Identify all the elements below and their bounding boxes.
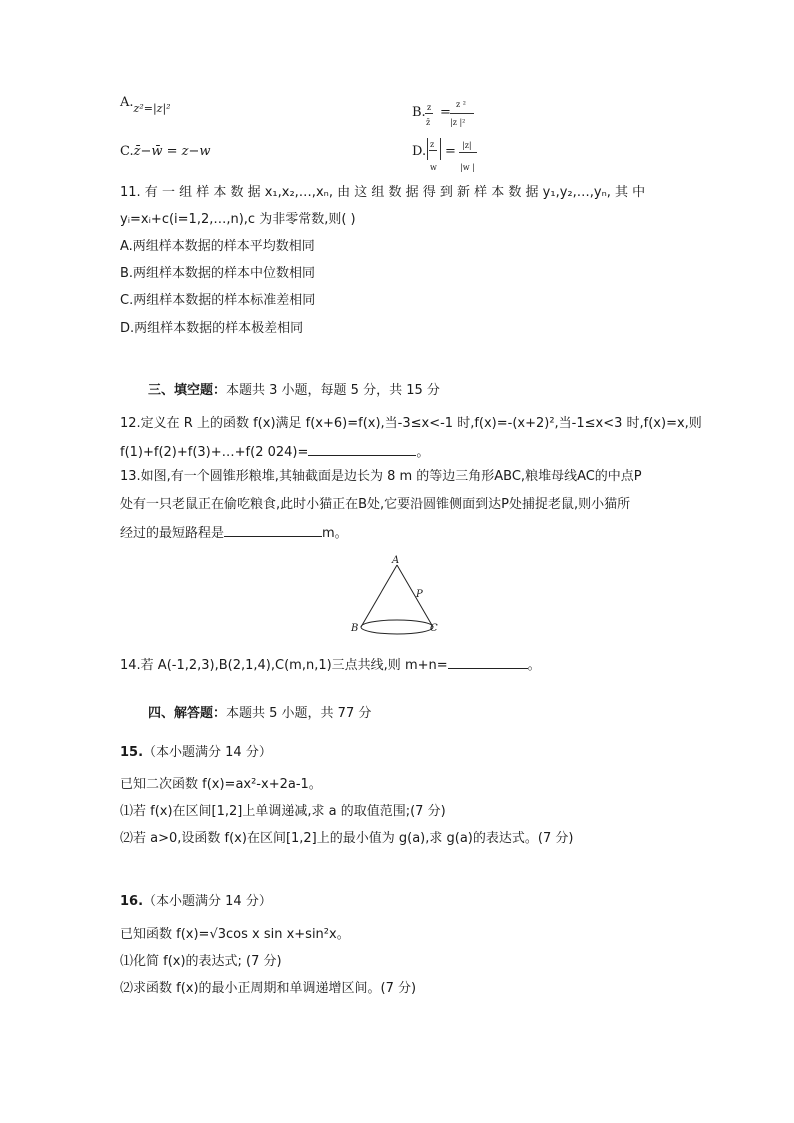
- q13-stem-line2: 处有一只老鼠正在偷吃粮食,此时小猫正在B处,它要沿圆锥侧面到达P处捕捉老鼠,则小猫所: [120, 497, 631, 512]
- q16-stem: 已知函数 f(x)=√3cos x sin x+sin²x。: [120, 927, 350, 942]
- q10-option-a-expr: z²=|z|²: [133, 102, 171, 115]
- section4-header: [148, 705, 371, 722]
- section4-desc: 本题共 5 小题，共 77 分: [226, 706, 372, 721]
- q10-option-b-den: z̄: [426, 118, 431, 127]
- q11-option-a: A.两组样本数据的样本平均数相同: [120, 239, 315, 254]
- q15-number: 15.: [120, 745, 144, 760]
- q16-header: [120, 893, 272, 910]
- q13-stem-line1: 13.如图,有一个圆锥形粮堆,其轴截面是边长为 8 m 的等边三角形ABC,粮堆母线AC的中点P: [120, 469, 642, 484]
- q10-option-b-num: z: [427, 103, 432, 112]
- q15-stem: 已知二次函数 f(x)=ax²-x+2a-1。: [120, 777, 322, 792]
- q13-cone-figure: [345, 552, 445, 642]
- section3-title: 三、填空题：: [148, 383, 227, 398]
- cone-label-c: C: [430, 623, 438, 634]
- q10-option-b-label: B.: [412, 105, 426, 120]
- q12-expression: f(1)+f(2)+f(3)+…+f(2 024)=: [120, 445, 309, 460]
- q10-option-b-rhs-bar: [450, 113, 474, 114]
- q11-option-d: D.两组样本数据的样本极差相同: [120, 321, 304, 336]
- q10-option-d-rhs-bar: [459, 152, 477, 153]
- q10-option-b-fraction-bar: [425, 113, 433, 114]
- q15-points: （本小题满分 14 分）: [143, 745, 272, 760]
- q14-stem: [120, 655, 541, 674]
- q16-part2: ⑵求函数 f(x)的最小正周期和单调递增区间。(7 分): [120, 981, 417, 996]
- section3-desc: 本题共 3 小题，每题 5 分，共 15 分: [226, 383, 440, 398]
- q10-option-d-rhs-den: |w |: [460, 163, 475, 172]
- q12-stem-line1: 12.定义在 R 上的函数 f(x)满足 f(x+6)=f(x),当-3≤x<-1 时,f(x)=-(x+2)²,当-1≤x<3 时,f(x)=x,则: [120, 416, 702, 431]
- section4-title: 四、解答题：: [148, 706, 227, 721]
- cone-generatrix-ac: [397, 565, 433, 627]
- q10-option-d-rhs-num: |z|: [462, 141, 472, 150]
- q11-stem-line2: yᵢ=xᵢ+c(i=1,2,…,n),c 为非零常数,则( ): [120, 212, 356, 227]
- q11-stem-line1: 11. 有 一 组 样 本 数 据 x₁,x₂,…,xₙ, 由 这 组 数 据 得 到 新 样 本 数 据 y₁,y₂,…,yₙ, 其 中: [120, 185, 646, 200]
- q16-points: （本小题满分 14 分）: [143, 894, 272, 909]
- q12-end: 。: [416, 445, 430, 460]
- q10-option-c-label: C.: [120, 144, 134, 159]
- q14-answer-blank: [448, 655, 528, 669]
- q13-stem-line3: [120, 523, 348, 542]
- q14-end: 。: [527, 658, 541, 673]
- q11-option-b: B.两组样本数据的样本中位数相同: [120, 266, 316, 281]
- q12-answer-blank: [308, 442, 416, 456]
- q10-option-b-eq: =: [440, 105, 451, 120]
- q10-option-a: [120, 94, 171, 115]
- q15-part1: ⑴若 f(x)在区间[1,2]上单调递减,求 a 的取值范围;(7 分): [120, 804, 446, 819]
- q10-option-c: [120, 143, 211, 160]
- q15-part2: ⑵若 a>0,设函数 f(x)在区间[1,2]上的最小值为 g(a),求 g(a)的表达式。(7 分): [120, 831, 574, 846]
- q12-stem-line2: [120, 442, 429, 461]
- q10-option-b-rhs-den: |z |²: [450, 118, 466, 127]
- q15-header: [120, 744, 272, 761]
- cone-label-a: A: [392, 555, 400, 566]
- q14-text: 14.若 A(-1,2,3),B(2,1,4),C(m,n,1)三点共线,则 m+n=: [120, 658, 448, 673]
- q13-unit: m。: [322, 526, 348, 541]
- q13-answer-blank: [224, 523, 322, 537]
- q10-option-a-label: A.: [120, 95, 134, 110]
- q10-option-d-label: D.: [412, 144, 427, 159]
- q10-option-d-den: w: [430, 163, 437, 172]
- section3-header: [148, 382, 440, 399]
- q10-option-d-fraction-bar: [429, 150, 437, 151]
- cone-label-b: B: [351, 623, 359, 634]
- cone-base-ellipse: [361, 620, 433, 634]
- q16-part1: ⑴化简 f(x)的表达式; (7 分): [120, 954, 282, 969]
- cone-label-p: P: [416, 589, 423, 600]
- q10-option-b-rhs-num: z ²: [456, 100, 466, 109]
- q10-option-d-num: z: [430, 140, 435, 149]
- q10-option-c-expr: z̄−w̄ = z−w: [133, 144, 211, 159]
- q11-option-c: C.两组样本数据的样本标准差相同: [120, 293, 316, 308]
- q10-option-d-eq: =: [445, 144, 456, 159]
- q13-line3-text: 经过的最短路程是: [120, 526, 225, 541]
- cone-generatrix-ab: [361, 565, 397, 627]
- q16-number: 16.: [120, 894, 144, 909]
